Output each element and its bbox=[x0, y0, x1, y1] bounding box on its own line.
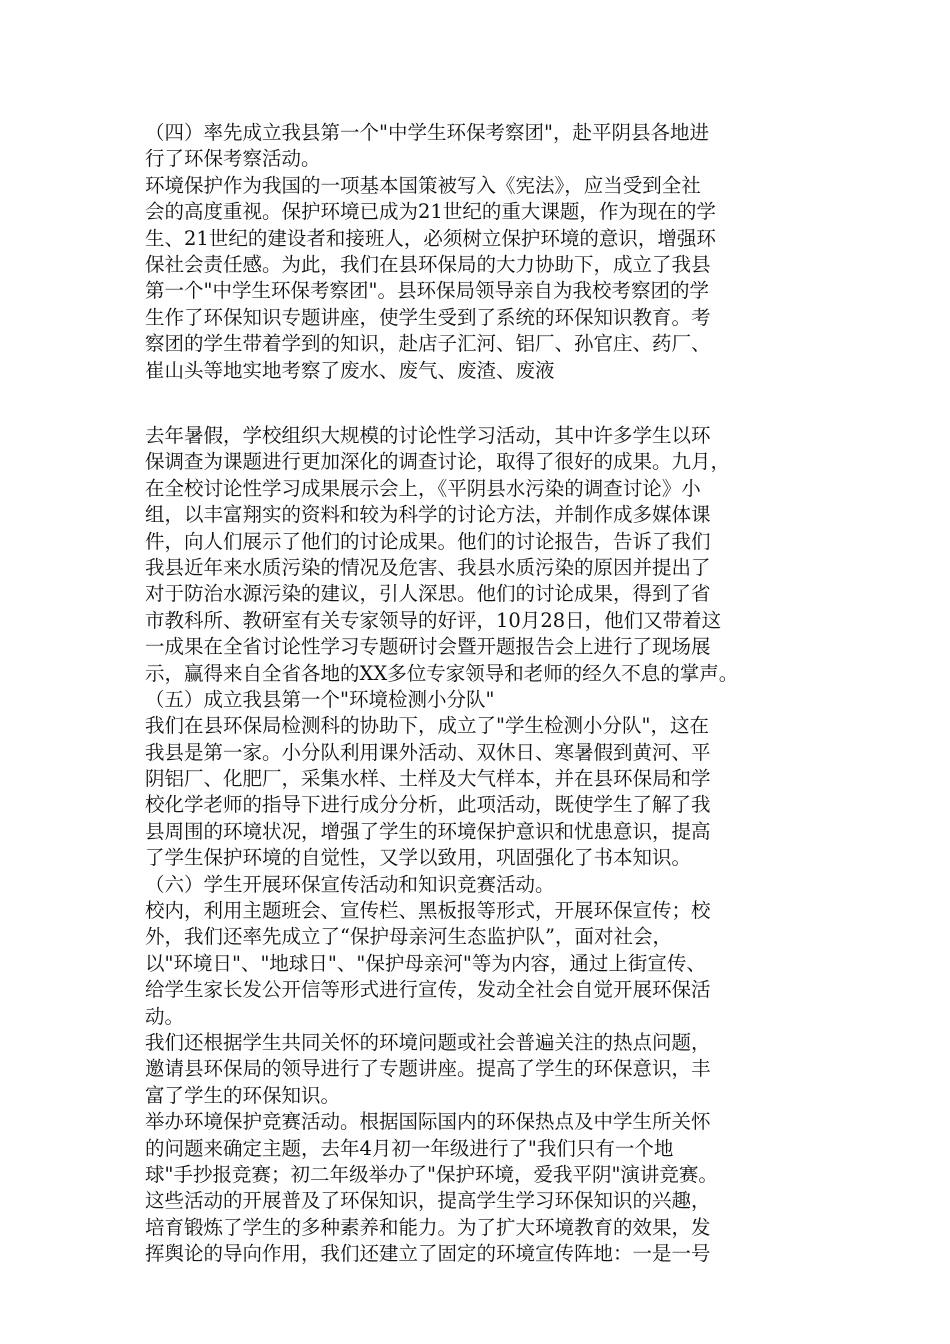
text-line: 生、21世纪的建设者和接班人，必须树立保护环境的意识，增强环 bbox=[145, 226, 716, 250]
text-line: 的问题来确定主题，去年4月初一年级进行了"我们只有一个地 bbox=[145, 1136, 674, 1160]
text-line: （五）成立我县第一个"环境检测小分队" bbox=[145, 687, 495, 711]
text-line: 了学生保护环境的自觉性，又学以致用，巩固强化了书本知识。 bbox=[145, 846, 692, 870]
text-line: 给学生家长发公开信等形式进行宣传，发动全社会自觉开展环保活 bbox=[145, 978, 711, 1002]
text-line: 动。 bbox=[145, 1004, 185, 1028]
text-line: 第一个"中学生环保考察团"。县环保局领导亲自为我校考察团的学 bbox=[145, 279, 709, 303]
text-line: 一成果在全省讨论性学习专题研讨会暨开题报告会上进行了现场展 bbox=[145, 635, 711, 659]
text-line: 市教科所、教研室有关专家领导的好评，10月28日，他们又带着这 bbox=[145, 608, 722, 632]
text-line: 我们在县环保局检测科的协助下，成立了"学生检测小分队"，这在 bbox=[145, 714, 709, 738]
text-line: 举办环境保护竞赛活动。根据国际国内的环保热点及中学生所关怀 bbox=[145, 1110, 711, 1134]
text-line: 保调查为课题进行更加深化的调查讨论，取得了很好的成果。九月， bbox=[145, 450, 731, 474]
text-line: 保社会责任感。为此，我们在县环保局的大力协助下，成立了我县 bbox=[145, 252, 711, 276]
text-line: 对于防治水源污染的建议，引人深思。他们的讨论成果，得到了省 bbox=[145, 582, 711, 606]
text-line: 县周围的环境状况，增强了学生的环境保护意识和忧患意识，提高 bbox=[145, 819, 711, 843]
text-line: 球"手抄报竞赛；初二年级举办了"保护环境，爱我平阴"演讲竞赛。 bbox=[145, 1162, 718, 1186]
text-line: 我县近年来水质污染的情况及危害、我县水质污染的原因并提出了 bbox=[145, 555, 711, 579]
text-line: （四）率先成立我县第一个"中学生环保考察团"，赴平阴县各地进 bbox=[145, 121, 709, 144]
text-line: 行了环保考察活动。 bbox=[145, 147, 321, 171]
text-line: 挥舆论的导向作用，我们还建立了固定的环境宣传阵地：一是一号 bbox=[145, 1242, 711, 1266]
text-line: 阴铝厂、化肥厂，采集水样、土样及大气样本，并在县环保局和学 bbox=[145, 767, 711, 791]
text-line: 环境保护作为我国的一项基本国策被写入《宪法》，应当受到全社 bbox=[145, 173, 701, 197]
text-line: 去年暑假，学校组织大规模的讨论性学习活动，其中许多学生以环 bbox=[145, 424, 711, 447]
text-line: 外，我们还率先成立了“保护母亲河生态监护队”，面对社会， bbox=[145, 925, 672, 949]
text-line: 察团的学生带着学到的知识，赴店子汇河、铝厂、孙官庄、药厂、 bbox=[145, 332, 711, 356]
text-line: 校内，利用主题班会、宣传栏、黑板报等形式，开展环保宣传；校 bbox=[145, 899, 711, 923]
text-line: 组，以丰富翔实的资料和较为科学的讨论方法，并制作成多媒体课 bbox=[145, 503, 711, 527]
text-line: 我县是第一家。小分队利用课外活动、双休日、寒暑假到黄河、平 bbox=[145, 740, 711, 764]
text-section-1 bbox=[145, 120, 813, 384]
text-line: 这些活动的开展普及了环保知识，提高学生学习环保知识的兴趣， bbox=[145, 1189, 711, 1213]
text-line: 富了学生的环保知识。 bbox=[145, 1083, 341, 1107]
text-line: 以"环境日"、"地球日"、"保护母亲河"等为内容，通过上街宣传、 bbox=[145, 951, 706, 975]
text-line: 邀请县环保局的领导进行了专题讲座。提高了学生的环保意识，丰 bbox=[145, 1057, 711, 1081]
text-line: 生作了环保知识专题讲座，使学生受到了系统的环保知识教育。考 bbox=[145, 305, 711, 329]
text-line: 示，赢得来自全省各地的XX多位专家领导和老师的经久不息的掌声。 bbox=[145, 661, 739, 685]
text-line: 件，向人们展示了他们的讨论成果。他们的讨论报告，告诉了我们 bbox=[145, 529, 711, 553]
text-section-2 bbox=[145, 423, 813, 1268]
text-line: 培育锻炼了学生的多种素养和能力。为了扩大环境教育的效果，发 bbox=[145, 1215, 711, 1239]
text-line: 会的高度重视。保护环境已成为21世纪的重大课题，作为现在的学 bbox=[145, 200, 716, 224]
text-line: 我们还根据学生共同关怀的环境问题或社会普遍关注的热点问题， bbox=[145, 1030, 711, 1054]
text-line: 崔山头等地实地考察了废水、废气、废渣、废液 bbox=[145, 358, 555, 382]
text-line: 校化学老师的指导下进行成分分析，此项活动，既使学生了解了我 bbox=[145, 793, 711, 817]
text-line: （六）学生开展环保宣传活动和知识竞赛活动。 bbox=[145, 872, 555, 896]
text-line: 在全校讨论性学习成果展示会上，《平阴县水污染的调查讨论》小 bbox=[145, 476, 701, 500]
